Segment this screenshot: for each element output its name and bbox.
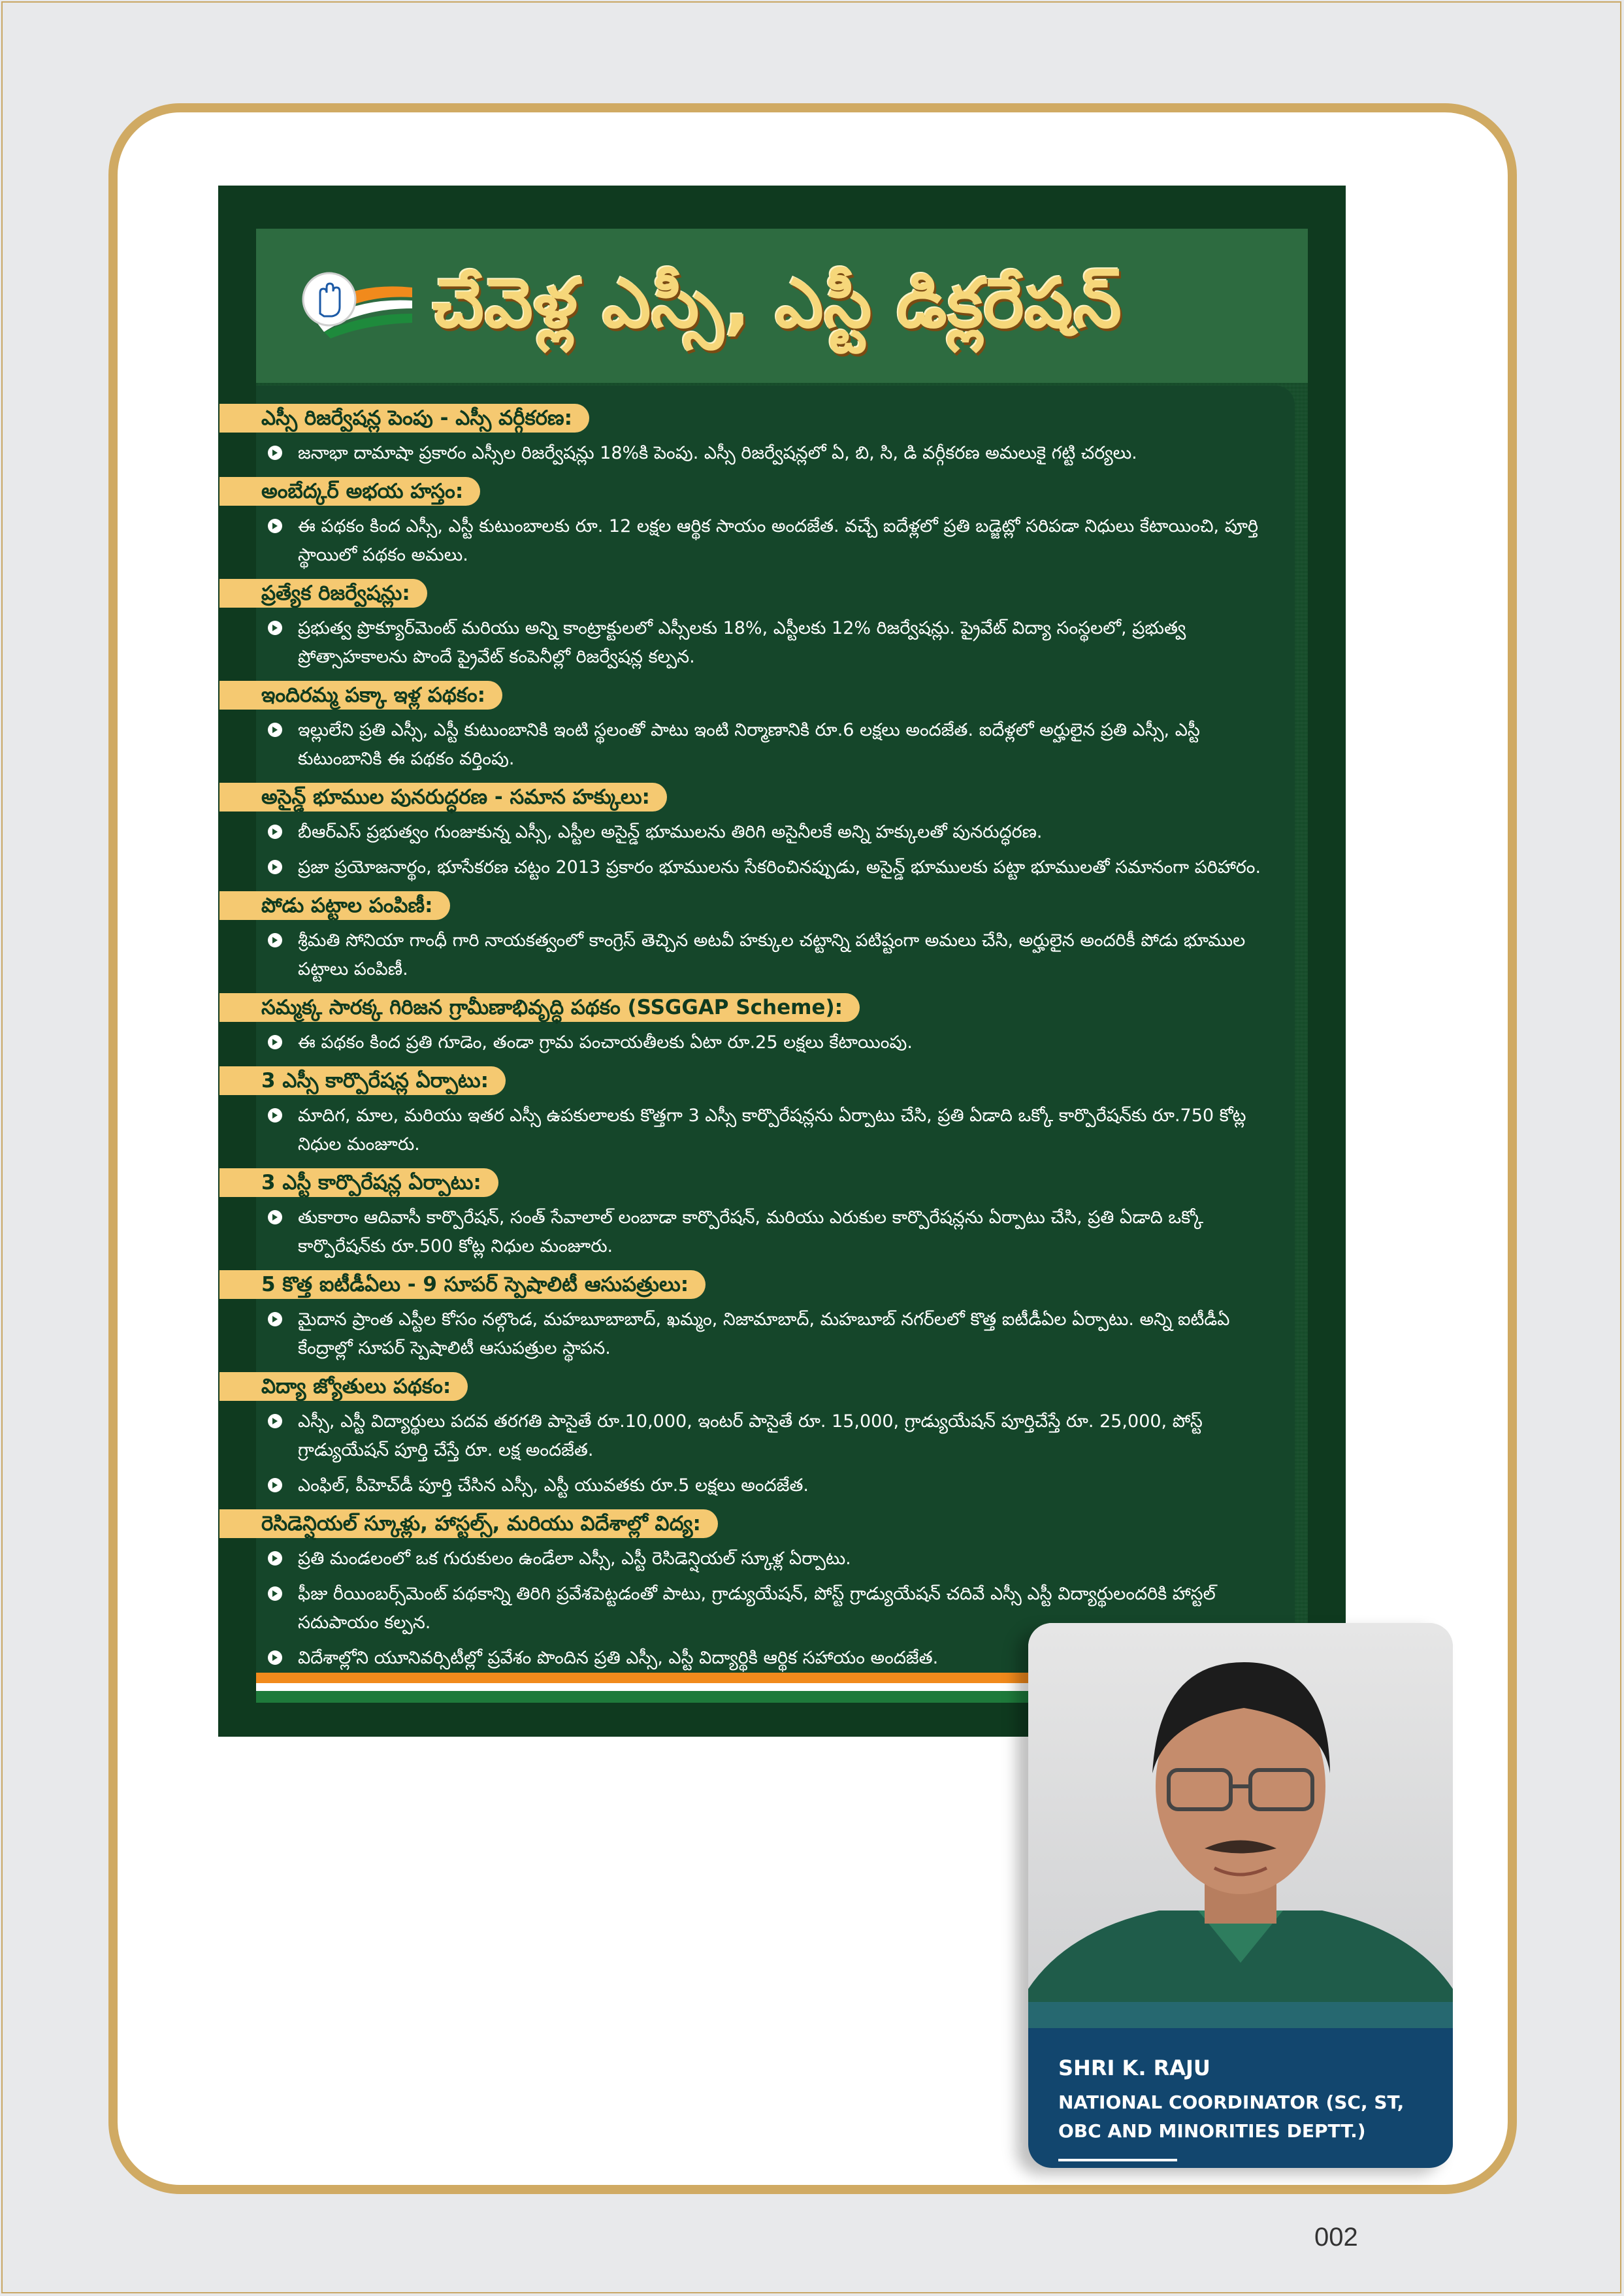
arrow-bullet-icon — [268, 1478, 282, 1492]
section-special-reservations — [256, 579, 1288, 672]
section-item-text: ఎస్సీ, ఎస్టీ విద్యార్థులు పదవ తరగతి పాసైతే రూ.10,000, ఇంటర్ పాసైతే రూ. 15,000, గ్రాడ్యుయేషన్ పూర్తిచేస్తే రూ. 25,000, పోస్ట్ గ్రాడ్యుయేషన్ పూర్తి చేస్తే రూ. లక్ష అందజేత. — [298, 1411, 1203, 1460]
section-item-text: ఈ పథకం కింద ఎస్సీ, ఎస్టీ కుటుంబాలకు రూ. 12 లక్షల ఆర్థిక సాయం అందజేత. వచ్చే ఐదేళ్లలో ప్రతి బడ్జెట్లో సరిపడా నిధులు కేటాయించి, పూర్తి స్థాయిలో పథకం అమలు. — [298, 516, 1259, 565]
section-item — [256, 512, 1288, 570]
section-item — [256, 1407, 1288, 1465]
nameplate — [1028, 2028, 1453, 2168]
section-item-text: ప్రజా ప్రయోజనార్థం, భూసేకరణ చట్టం 2013 ప్రకారం భూములను సేకరించినప్పుడు, అసైన్డ్ భూములకు పట్టా భూములతో సమానంగా పరిహారం. — [298, 857, 1261, 877]
section-heading: పోడు పట్టాల పంపిణీ: — [219, 891, 450, 920]
section-heading: 3 ఎస్టీ కార్పొరేషన్ల ఏర్పాటు: — [219, 1168, 498, 1197]
arrow-bullet-icon — [268, 1414, 282, 1428]
section-item — [256, 818, 1288, 847]
arrow-bullet-icon — [268, 1108, 282, 1123]
section-item — [256, 614, 1288, 672]
sections-list — [256, 404, 1288, 1682]
section-indiramma-housing — [256, 681, 1288, 774]
section-item — [256, 1204, 1288, 1261]
section-item — [256, 1305, 1288, 1363]
section-item-text: శ్రీమతి సోనియా గాంధీ గారి నాయకత్వంలో కాంగ్రెస్ తెచ్చిన అటవీ హక్కుల చట్టాన్ని పటిష్టంగా అమలు చేసి, అర్హులైన అందరికీ పోడు భూముల పట్టాలు పంపిణీ. — [298, 930, 1246, 979]
section-item — [256, 439, 1288, 468]
section-item-text: ప్రతి మండలంలో ఒక గురుకులం ఉండేలా ఎస్సీ, ఎస్టీ రెసిడెన్షియల్ స్కూళ్ల ఏర్పాటు. — [298, 1549, 851, 1569]
section-item — [256, 1471, 1288, 1500]
section-heading: అంబేద్కర్ అభయ హస్తం: — [219, 477, 480, 506]
section-vidya-jyothulu — [256, 1372, 1288, 1500]
section-sc-reservation — [256, 404, 1288, 468]
section-sc-corporations — [256, 1066, 1288, 1159]
arrow-bullet-icon — [268, 1210, 282, 1224]
section-heading: అసైన్డ్ భూముల పునరుద్ధరణ - సమాన హక్కులు: — [219, 783, 667, 812]
section-item — [256, 1102, 1288, 1159]
section-item-text: ఎంఫిల్, పీహెచ్‌డీ పూర్తి చేసిన ఎస్సీ, ఎస్టీ యువతకు రూ.5 లక్షలు అందజేత. — [298, 1475, 809, 1496]
page-number: 002 — [1314, 2223, 1358, 2252]
arrow-bullet-icon — [268, 1035, 282, 1049]
section-heading: రెసిడెన్షియల్ స్కూళ్లు, హాస్టల్స్, మరియు విదేశాల్లో విద్య: — [219, 1509, 718, 1538]
section-heading: ఎస్సీ రిజర్వేషన్ల పెంపు - ఎస్సీ వర్గీకరణ: — [219, 404, 589, 433]
section-item-text: ఈ పథకం కింద ప్రతి గూడెం, తండా గ్రామ పంచాయతీలకు ఏటా రూ.25 లక్షలు కేటాయింపు. — [298, 1032, 913, 1053]
section-item-text: మాదిగ, మాల, మరియు ఇతర ఎస్సీ ఉపకులాలకు కొత్తగా 3 ఎస్సీ కార్పొరేషన్లను ఏర్పాటు చేసి, ప్రతి ఏడాది ఒక్కో కార్పొరేషన్‌కు రూ.750 కోట్ల నిధుల మంజూరు. — [298, 1106, 1246, 1155]
section-assigned-lands — [256, 783, 1288, 882]
arrow-bullet-icon — [268, 723, 282, 737]
arrow-bullet-icon — [268, 1650, 282, 1665]
section-heading: 3 ఎస్సీ కార్పొరేషన్ల ఏర్పాటు: — [219, 1066, 506, 1095]
section-heading: ఇందిరమ్మ పక్కా ఇళ్ల పథకం: — [219, 681, 502, 710]
congress-hand-logo-icon — [298, 268, 415, 340]
poster-content — [256, 385, 1295, 1679]
profile-card — [1028, 1623, 1453, 2168]
arrow-bullet-icon — [268, 446, 282, 460]
poster-panel — [256, 229, 1308, 1692]
section-heading: 5 కొత్త ఐటీడీఏలు - 9 సూపర్ స్పెషాలిటీ ఆసుపత్రులు: — [219, 1270, 706, 1299]
section-item-text: మైదాన ప్రాంత ఎస్టీల కోసం నల్గొండ, మహబూబాబాద్, ఖమ్మం, నిజామాబాద్, మహబూబ్ నగర్‌లలో కొత్త ఐటీడీఏల ఏర్పాటు. అన్ని ఐటీడీఏ కేంద్రాల్లో సూపర్ స్పెషాలిటీ ఆసుపత్రుల స్థాపన. — [298, 1309, 1230, 1358]
declaration-poster — [218, 186, 1346, 1737]
section-st-corporations — [256, 1168, 1288, 1261]
section-heading: విద్యా జ్యోతులు పథకం: — [219, 1372, 468, 1401]
arrow-bullet-icon — [268, 1551, 282, 1566]
section-ambedkar-abhaya-hastam — [256, 477, 1288, 570]
section-ssggap-scheme — [256, 993, 1288, 1057]
section-item — [256, 853, 1288, 882]
arrow-bullet-icon — [268, 825, 282, 839]
arrow-bullet-icon — [268, 1586, 282, 1601]
arrow-bullet-icon — [268, 933, 282, 947]
section-heading: ప్రత్యేక రిజర్వేషన్లు: — [219, 579, 427, 608]
person-name: SHRI K. RAJU — [1058, 2056, 1210, 2080]
section-heading: సమ్మక్క సారక్క గిరిజన గ్రామీణాభివృద్ధి పథకం (SSGGAP Scheme): — [219, 993, 860, 1022]
arrow-bullet-icon — [268, 519, 282, 533]
section-item-text: ఫీజు రీయింబర్స్‌మెంట్ పథకాన్ని తిరిగి ప్రవేశపెట్టడంతో పాటు, గ్రాడ్యుయేషన్, పోస్ట్ గ్రాడ్యుయేషన్ చదివే ఎస్సీ ఎస్టీ విద్యార్థులందరికి హాస్టల్ సదుపాయం కల్పన. — [298, 1584, 1216, 1633]
section-itdas-hospitals — [256, 1270, 1288, 1363]
arrow-bullet-icon — [268, 860, 282, 874]
nameplate-underline — [1058, 2159, 1177, 2161]
section-item — [256, 1545, 1288, 1573]
arrow-bullet-icon — [268, 1312, 282, 1326]
person-role: NATIONAL COORDINATOR (SC, ST, OBC AND MINORITIES DEPTT.) — [1058, 2091, 1405, 2142]
section-item-text: బీఆర్ఎస్ ప్రభుత్వం గుంజుకున్న ఎస్సీ, ఎస్టీల అసైన్డ్ భూములను తిరిగి అసైనీలకే అన్ని హక్కులతో పునరుద్ధరణ. — [298, 822, 1043, 842]
section-item — [256, 927, 1288, 984]
section-item-text: జనాభా దామాషా ప్రకారం ఎస్సీల రిజర్వేషన్లు 18%కి పెంపు. ఎస్సీ రిజర్వేషన్లలో ఏ, బి, సి, డి వర్గీకరణ అమలుకై గట్టి చర్యలు. — [298, 443, 1137, 463]
section-item-text: తుకారాం ఆదివాసీ కార్పొరేషన్, సంత్ సేవాలాల్ లంబాడా కార్పొరేషన్, మరియు ఎరుకుల కార్పొరేషన్లను ఏర్పాటు చేసి, ప్రతి ఏడాది ఒక్కో కార్పొరేషన్‌కు రూ.500 కోట్ల నిధుల మంజూరు. — [298, 1207, 1204, 1256]
portrait-photo — [1028, 1623, 1453, 2031]
section-item-text: ఇల్లులేని ప్రతి ఎస్సీ, ఎస్టీ కుటుంబానికి ఇంటి స్థలంతో పాటు ఇంటి నిర్మాణానికి రూ.6 లక్షలు అందజేత. ఐదేళ్లలో అర్హులైన ప్రతి ఎస్సీ, ఎస్టీ కుటుంబానికి ఈ పథకం వర్తింపు. — [298, 720, 1200, 769]
section-item — [256, 1028, 1288, 1057]
arrow-bullet-icon — [268, 621, 282, 635]
poster-header — [256, 229, 1308, 383]
section-item-text: ప్రభుత్వ ప్రొక్యూర్‌మెంట్ మరియు అన్ని కాంట్రాక్టులలో ఎస్సీలకు 18%, ఎస్టీలకు 12% రిజర్వేషన్లు. ప్రైవేట్ విద్యా సంస్థలలో, ప్రభుత్వ ప్రోత్సాహకాలను పొందే ప్రైవేట్ కంపెనీల్లో రిజర్వేషన్ల కల్పన. — [298, 618, 1186, 667]
poster-title: చేవెళ్ల ఎస్సీ, ఎస్టీ డిక్లరేషన్ — [432, 263, 1122, 343]
section-item — [256, 716, 1288, 774]
section-item-text: విదేశాల్లోని యూనివర్సిటీల్లో ప్రవేశం పొందిన ప్రతి ఎస్సీ, ఎస్టీ విద్యార్థికి ఆర్థిక సహాయం అందజేత. — [298, 1648, 939, 1668]
section-podu-pattas — [256, 891, 1288, 984]
